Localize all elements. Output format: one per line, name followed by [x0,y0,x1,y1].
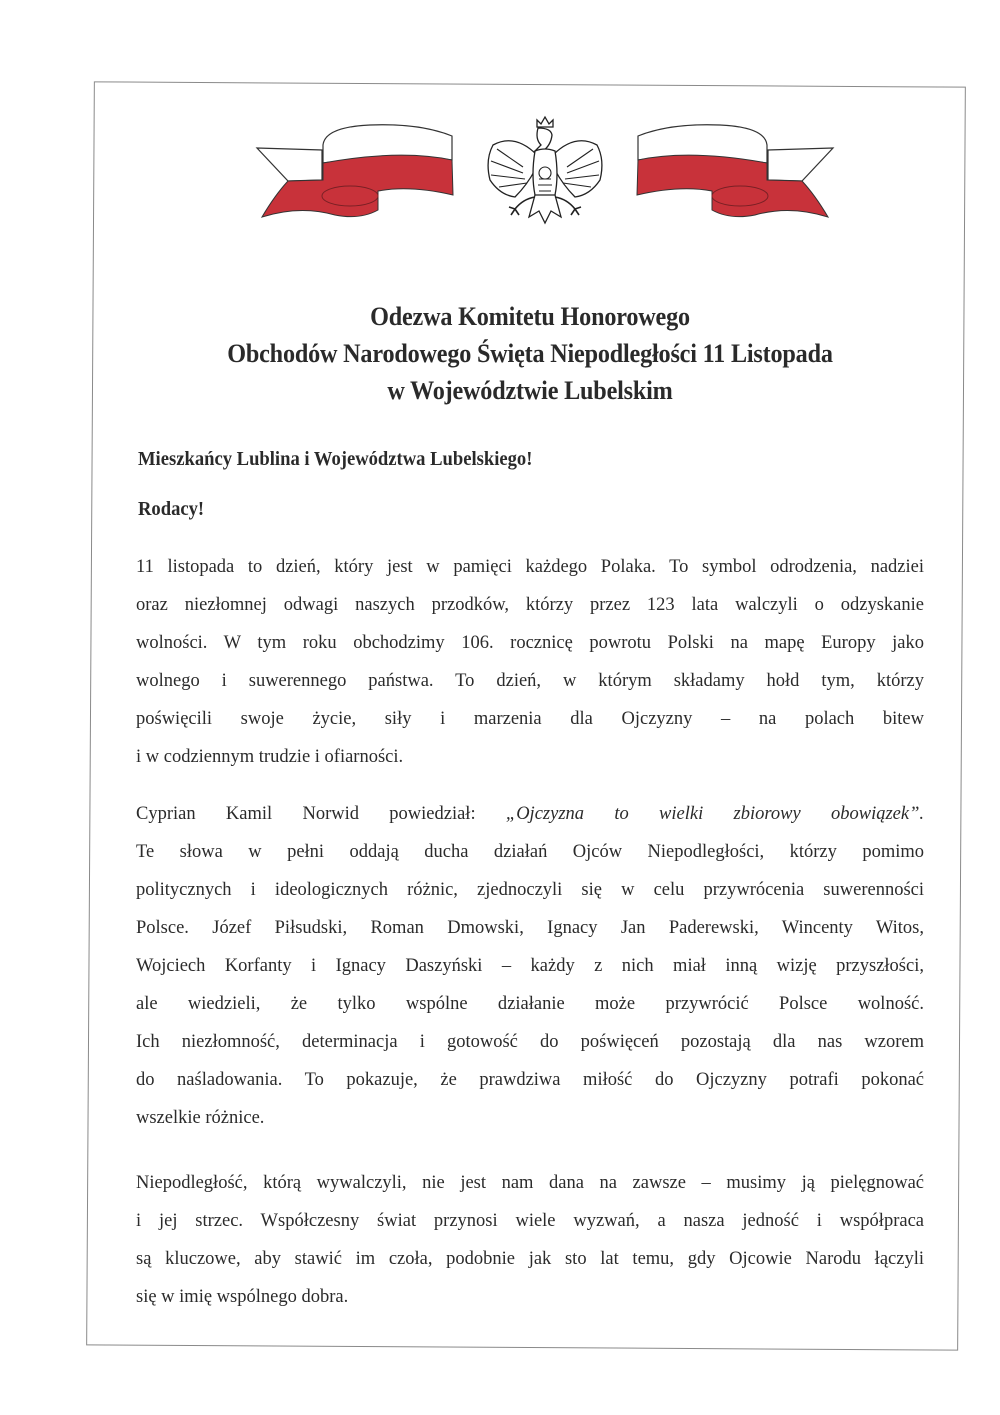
right-flag-ribbon-icon [637,125,833,217]
salutation-compatriots: Rodacy! [138,498,205,520]
title-line-3: w Województwie Lubelskim [387,376,673,405]
paragraph-line: i jej strzec. Współczesny świat przynosi wiele wyzwań, a nasza jedność i współpraca [136,1211,924,1231]
white-eagle-emblem-icon [488,117,602,223]
paragraph-line: są kluczowe, aby stawić im czoła, podobnie jak sto lat temu, gdy Ojcowie Narodu łączyli [136,1249,924,1269]
salutation-residents: Mieszkańcy Lublina i Województwa Lubelskiego! [138,448,533,470]
paragraph-line: oraz niezłomnej odwagi naszych przodków, którzy przez 123 lata walczyli o odzyskanie [136,595,924,615]
paragraph-line: i w codziennym trudzie i ofiarności. [136,747,404,767]
paragraph-line: wszelkie różnice. [136,1108,265,1128]
header-emblem [250,105,840,245]
paragraph-line: 11 listopada to dzień, który jest w pamięci każdego Polaka. To symbol odrodzenia, nadziei [136,557,924,577]
title-line-1: Odezwa Komitetu Honorowego [370,302,690,331]
emblem-graphic [250,105,840,245]
paragraph-line: Polsce. Józef Piłsudski, Roman Dmowski, Ignacy Jan Paderewski, Wincenty Witos, [136,918,924,938]
paragraph-line: Wojciech Korfanty i Ignacy Daszyński – każdy z nich miał inną wizję przyszłości, [136,956,924,976]
quote-attribution: Cyprian Kamil Norwid powiedział: [136,804,506,824]
paragraph-line: się w imię wspólnego dobra. [136,1287,349,1307]
paragraph-2 [136,795,924,1137]
paragraph-line: wolnego i suwerennego państwa. To dzień, w którym składamy hołd tym, którzy [136,671,924,691]
norwid-quote: „Ojczyzna to wielki zbiorowy obowiązek”. [505,804,924,824]
paragraph-line: Niepodległość, którą wywalczyli, nie jest nam dana na zawsze – musimy ją pielęgnować [136,1173,924,1193]
paragraph-line: wolności. W tym roku obchodzimy 106. rocznicę powrotu Polski na mapę Europy jako [136,633,924,653]
paragraph-line: poświęcili swoje życie, siły i marzenia dla Ojczyzny – na polach bitew [136,709,924,729]
paragraph-line-with-quote [136,795,924,833]
left-flag-ribbon-icon [257,125,453,217]
paragraph-line: Te słowa w pełni oddają ducha działań Ojców Niepodległości, którzy pomimo [136,842,924,862]
title-line-2: Obchodów Narodowego Święta Niepodległości 11 Listopada [227,339,833,368]
document-title [100,298,960,409]
paragraph-3 [136,1164,924,1316]
paragraph-line: do naśladowania. To pokazuje, że prawdziwa miłość do Ojczyzny potrafi pokonać [136,1070,924,1090]
paragraph-1 [136,548,924,776]
paragraph-line: Ich niezłomność, determinacja i gotowość do poświęceń pozostają dla nas wzorem [136,1032,924,1052]
paragraph-line: politycznych i ideologicznych różnic, zjednoczyli się w celu przywrócenia suwerenności [136,880,924,900]
paragraph-line: ale wiedzieli, że tylko wspólne działanie może przywrócić Polsce wolność. [136,994,924,1014]
